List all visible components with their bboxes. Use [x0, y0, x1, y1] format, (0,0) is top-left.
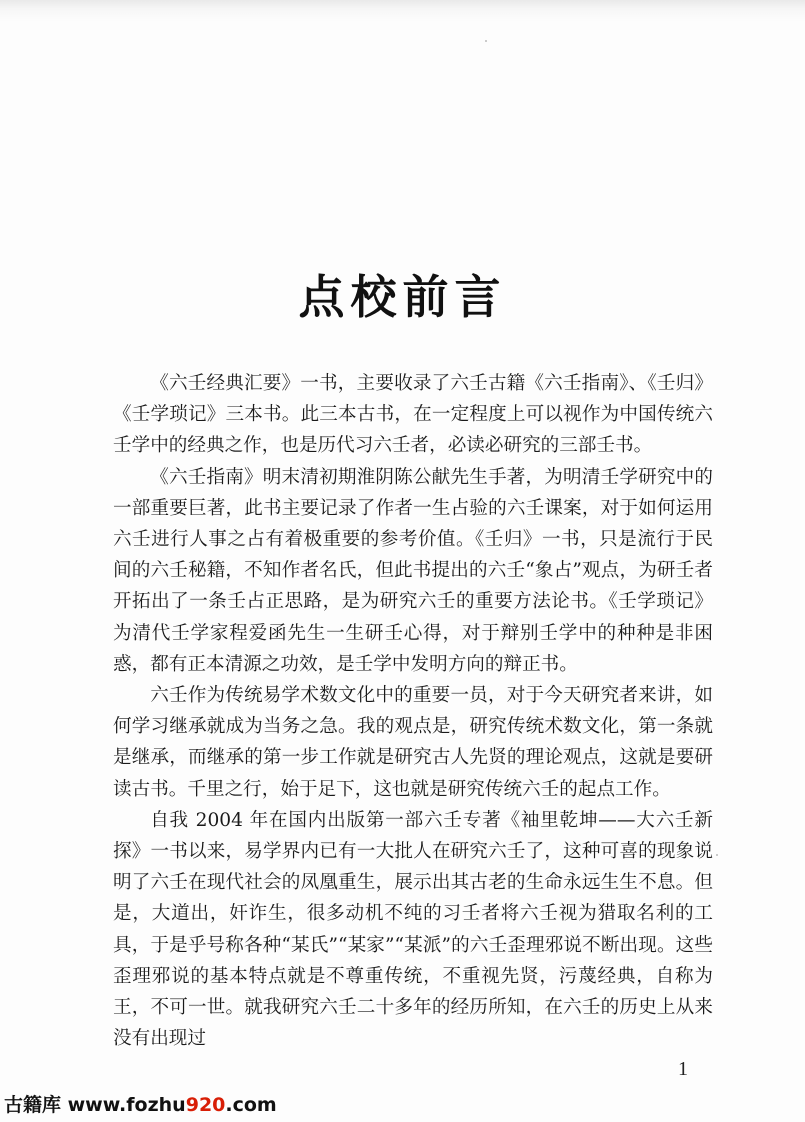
page-number: 1 [678, 1058, 688, 1080]
watermark-accent: 920 [185, 1094, 226, 1116]
watermark-prefix: 古籍库 www.fozhu [4, 1094, 186, 1116]
scan-speck [485, 40, 487, 42]
paragraph: 《六壬经典汇要》一书，主要收录了六壬古籍《六壬指南》、《壬归》《壬学琐记》三本书。此三本古书，在一定程度上可以视作为中国传统六壬学中的经典之作，也是历代习六壬者，必读必研究的三部壬书。 [113, 373, 713, 457]
scan-speck [716, 854, 718, 856]
watermark-suffix: .com [225, 1094, 277, 1116]
body-text [113, 368, 713, 1054]
page-title: 点校前言 [298, 269, 507, 324]
paragraph: 《六壬指南》明末清初期淮阴陈公献先生手著，为明清壬学研究中的一部重要巨著，此书主要记录了作者一生占验的六壬课案，对于如何运用六壬进行人事之占有着极重要的参考价值。《壬归》一书，只是流行于民间的六壬秘籍，不知作者名氏，但此书提出的六壬“象占”观点，为研壬者开拓出了一条壬占正思路，是为研究六壬的重要方法论书。《壬学琐记》为清代壬学家程爱函先生一生研壬心得，对于辩别壬学中的种种是非困惑，都有正本清源之功效，是壬学中发明方向的辩正书。 [113, 466, 713, 675]
watermark [4, 1090, 277, 1117]
paragraph: 六壬作为传统易学术数文化中的重要一员，对于今天研究者来讲，如何学习继承就成为当务之急。我的观点是，研究传统术数文化，第一条就是继承，而继承的第一步工作就是研究古人先贤的理论观点，这就是要研读古书。千里之行，始于足下，这也就是研究传统六壬的起点工作。 [113, 685, 713, 800]
paragraph: 自我 2004 年在国内出版第一部六壬专著《袖里乾坤——大六壬新探》一书以来，易学界内已有一大批人在研究六壬了，这种可喜的现象说明了六壬在现代社会的凤凰重生，展示出其古老的生命永远生生不息。但是，大道出，奸诈生，很多动机不纯的习壬者将六壬视为猎取名利的工具，于是乎号称各种“某氏”“某家”“某派”的六壬歪理邪说不断出现。这些歪理邪说的基本特点就是不尊重传统，不重视先贤，污蔑经典，自称为王，不可一世。就我研究六壬二十多年的经历所知，在六壬的历史上从来没有出现过 [113, 809, 713, 1050]
scan-top-edge [0, 0, 805, 22]
